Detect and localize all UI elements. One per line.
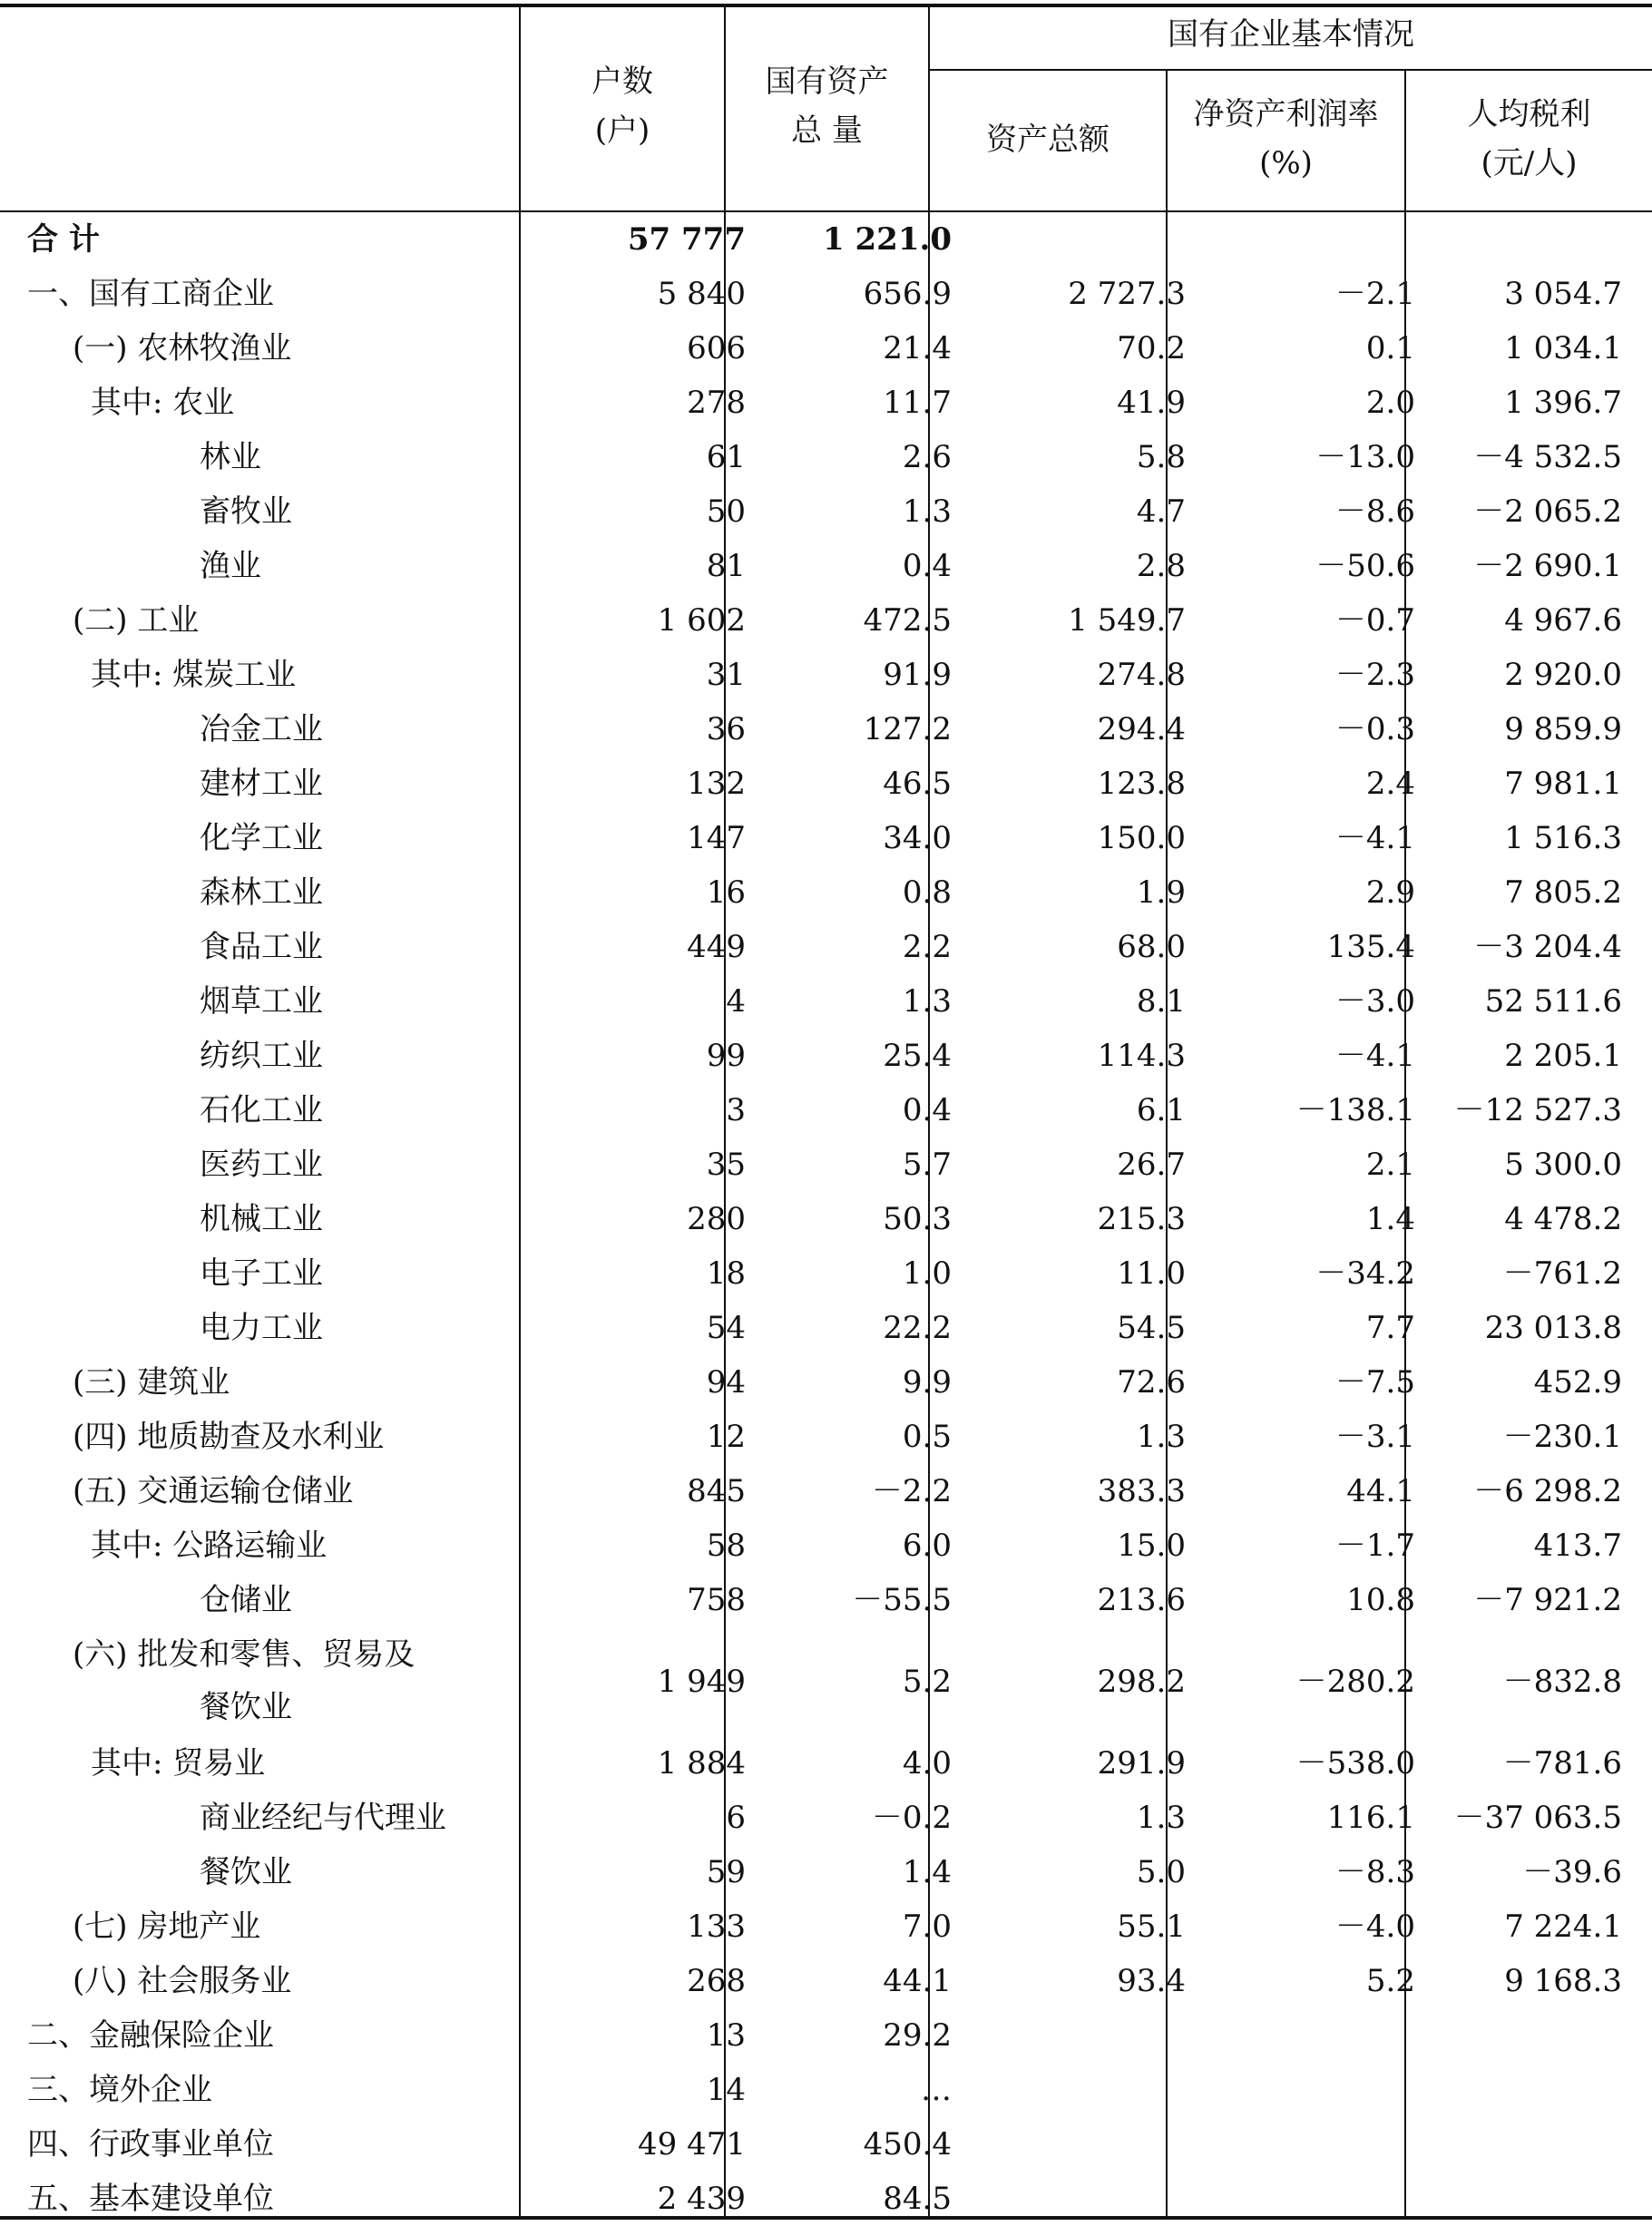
cell-households: 16: [706, 874, 746, 911]
cell-assets: 127.2: [863, 711, 952, 747]
cell-tax: [1404, 2063, 1622, 2117]
cell-roe: 1.4: [1365, 1201, 1415, 1237]
cell-households: 133: [687, 1909, 746, 1945]
cell-total: 70.2: [1117, 330, 1186, 366]
cell-assets: 0.8: [902, 874, 952, 911]
cell-roe: [1197, 2063, 1415, 2117]
cell-assets: 0.4: [902, 1092, 952, 1128]
cell-households: 59: [706, 1854, 746, 1890]
cell-tax: 7 805.2: [1504, 874, 1622, 911]
row-label: 三、境外企业: [27, 2072, 212, 2108]
row-label: 其中: 公路运输业: [91, 1528, 327, 1564]
cell-households: 57 777: [627, 221, 746, 258]
cell-total: 1 549.7: [1068, 602, 1186, 639]
row-label: (五) 交通运输仓储业: [73, 1473, 354, 1509]
cell-total: 1.9: [1136, 874, 1186, 911]
cell-tax: －39.6: [1522, 1854, 1622, 1890]
cell-tax: －4 532.5: [1473, 439, 1622, 475]
cell-roe: 0.1: [1365, 330, 1415, 366]
row-label: (四) 地质勘查及水利业: [73, 1419, 385, 1455]
cell-households: 99: [706, 1038, 746, 1074]
cell-total: 72.6: [1117, 1364, 1186, 1401]
cell-tax: 5 300.0: [1504, 1147, 1622, 1183]
cell-households: 6: [726, 1800, 746, 1836]
cell-tax: －37 063.5: [1453, 1800, 1622, 1836]
cell-roe: －1.7: [1334, 1528, 1415, 1564]
cell-tax: 7 224.1: [1504, 1909, 1622, 1945]
cell-roe: －7.5: [1334, 1364, 1415, 1401]
cell-households: 58: [706, 1528, 746, 1564]
cell-roe: －50.6: [1315, 548, 1415, 584]
cell-total: 114.3: [1097, 1038, 1186, 1074]
cell-households: 94: [706, 1364, 746, 1401]
cell-households: 14: [706, 2072, 746, 2108]
row-label: (八) 社会服务业: [73, 1963, 292, 1999]
cell-tax: －832.8: [1502, 1664, 1622, 1700]
cell-total: 383.3: [1097, 1473, 1186, 1509]
cell-total: 123.8: [1097, 766, 1186, 802]
cell-assets: 5.2: [902, 1664, 952, 1700]
cell-total: 6.1: [1136, 1092, 1186, 1128]
cell-roe: －4.0: [1334, 1909, 1415, 1945]
cell-tax: 9 168.3: [1504, 1963, 1622, 1999]
cell-assets: 91.9: [883, 657, 952, 693]
cell-tax: 3 054.7: [1504, 276, 1622, 312]
cell-total: 8.1: [1136, 983, 1186, 1020]
cell-total: 55.1: [1117, 1909, 1186, 1945]
cell-tax: 7 981.1: [1504, 766, 1622, 802]
cell-assets: 656.9: [863, 276, 952, 312]
cell-total: 213.6: [1097, 1582, 1186, 1618]
cell-households: 278: [687, 385, 746, 421]
cell-tax: －3 204.4: [1473, 929, 1622, 965]
cell-total: [968, 212, 1186, 267]
row-label: (七) 房地产业: [73, 1909, 261, 1945]
row-label: 电力工业: [200, 1310, 323, 1346]
cell-tax: [1404, 2008, 1622, 2063]
cell-roe: －34.2: [1315, 1255, 1415, 1292]
cell-roe: 116.1: [1326, 1800, 1415, 1836]
cell-roe: －0.3: [1334, 711, 1415, 747]
cell-total: 11.0: [1117, 1255, 1186, 1292]
cell-total: 4.7: [1136, 493, 1186, 530]
cell-roe: －8.3: [1334, 1854, 1415, 1890]
row-label: 其中: 农业: [91, 385, 235, 421]
cell-assets: 472.5: [863, 602, 952, 639]
row-label: 渔业: [200, 548, 261, 584]
row-label: 烟草工业: [200, 983, 323, 1020]
cell-roe: －538.0: [1295, 1745, 1415, 1782]
cell-tax: －230.1: [1502, 1419, 1622, 1455]
cell-households: 268: [687, 1963, 746, 1999]
row-label: 其中: 煤炭工业: [91, 657, 297, 693]
cell-roe: 7.7: [1365, 1310, 1415, 1346]
cell-tax: －2 065.2: [1473, 493, 1622, 530]
cell-tax: [1404, 2117, 1622, 2172]
cell-total: 2 727.3: [1068, 276, 1186, 312]
cell-roe: －138.1: [1295, 1092, 1415, 1128]
cell-households: 49 471: [638, 2126, 746, 2163]
cell-assets: 50.3: [883, 1201, 952, 1237]
cell-tax: 23 013.8: [1484, 1310, 1622, 1346]
cell-roe: 44.1: [1346, 1473, 1415, 1509]
cell-assets: 4.0: [902, 1745, 952, 1782]
cell-assets: 44.1: [883, 1963, 952, 1999]
cell-tax: 9 859.9: [1504, 711, 1622, 747]
cell-tax: －12 527.3: [1453, 1092, 1622, 1128]
cell-total: 5.0: [1136, 1854, 1186, 1890]
cell-assets: 450.4: [863, 2126, 952, 2163]
row-label: 机械工业: [200, 1201, 323, 1237]
cell-tax: [1404, 212, 1622, 267]
row-label: 食品工业: [200, 929, 323, 965]
group-header-rule: [930, 69, 1652, 71]
cell-roe: 2.4: [1365, 766, 1415, 802]
header-total-assets: 资产总额: [986, 122, 1109, 158]
cell-assets: …: [921, 2072, 952, 2108]
cell-roe: [1197, 2008, 1415, 2063]
cell-assets: －0.2: [871, 1800, 952, 1836]
cell-total: 1.3: [1136, 1800, 1186, 1836]
cell-roe: －0.7: [1334, 602, 1415, 639]
cell-households: 5 840: [657, 276, 746, 312]
cell-assets: 46.5: [883, 766, 952, 802]
cell-total: 2.8: [1136, 548, 1186, 584]
row-label: (三) 建筑业: [73, 1364, 230, 1401]
header-roe: 净资产利润率: [1193, 96, 1379, 132]
cell-roe: 2.0: [1365, 385, 1415, 421]
cell-assets: 2.2: [902, 929, 952, 965]
cell-tax: －781.6: [1502, 1745, 1622, 1782]
cell-roe: 5.2: [1365, 1963, 1415, 1999]
header-tax-unit: (元/人): [1481, 145, 1578, 181]
cell-assets: 2.6: [902, 439, 952, 475]
cell-total: 274.8: [1097, 657, 1186, 693]
cell-households: 1 949: [657, 1664, 746, 1700]
cell-households: 12: [706, 1419, 746, 1455]
cell-roe: 135.4: [1326, 929, 1415, 965]
row-label: 电子工业: [200, 1255, 323, 1292]
row-label-continued: 餐饮业: [200, 1689, 292, 1725]
header-households: 户数: [591, 63, 653, 100]
cell-tax: 413.7: [1533, 1528, 1622, 1564]
cell-households: 1 884: [657, 1745, 746, 1782]
cell-assets: 11.7: [883, 385, 952, 421]
cell-roe: [1197, 212, 1415, 267]
cell-roe: －2.3: [1334, 657, 1415, 693]
cell-tax: －761.2: [1502, 1255, 1622, 1292]
row-label: 森林工业: [200, 874, 323, 911]
cell-total: 298.2: [1097, 1664, 1186, 1700]
cell-households: 18: [706, 1255, 746, 1292]
cell-roe: 2.1: [1365, 1147, 1415, 1183]
cell-total: [968, 2117, 1186, 2172]
cell-assets: 1 221.0: [823, 221, 952, 258]
cell-assets: 29.2: [883, 2017, 952, 2054]
row-label: (一) 农林牧渔业: [73, 330, 292, 366]
cell-total: 215.3: [1097, 1201, 1186, 1237]
cell-tax: 2 920.0: [1504, 657, 1622, 693]
cell-assets: 1.3: [902, 493, 952, 530]
cell-total: 15.0: [1117, 1528, 1186, 1564]
row-label: 其中: 贸易业: [91, 1745, 266, 1782]
cell-households: 758: [687, 1582, 746, 1618]
cell-roe: －4.1: [1334, 820, 1415, 856]
cell-tax: 1 034.1: [1504, 330, 1622, 366]
cell-tax: －2 690.1: [1473, 548, 1622, 584]
cell-roe: －4.1: [1334, 1038, 1415, 1074]
row-label: 二、金融保险企业: [27, 2017, 274, 2054]
cell-households: 3: [726, 1092, 746, 1128]
header-households-unit: (户): [594, 112, 650, 149]
cell-assets: 7.0: [902, 1909, 952, 1945]
cell-tax: －7 921.2: [1473, 1582, 1622, 1618]
cell-roe: －2.1: [1334, 276, 1415, 312]
row-label: 建材工业: [200, 766, 323, 802]
cell-roe: －13.0: [1315, 439, 1415, 475]
table-top-rule: [0, 4, 1652, 7]
cell-tax: 4 967.6: [1504, 602, 1622, 639]
cell-assets: －2.2: [871, 1473, 952, 1509]
cell-assets: 5.7: [902, 1147, 952, 1183]
row-label: 化学工业: [200, 820, 323, 856]
cell-roe: －8.6: [1334, 493, 1415, 530]
row-label: 冶金工业: [200, 711, 323, 747]
cell-assets: 22.2: [883, 1310, 952, 1346]
cell-total: 26.7: [1117, 1147, 1186, 1183]
cell-total: 150.0: [1097, 820, 1186, 856]
cell-total: [968, 2063, 1186, 2117]
cell-assets: 34.0: [883, 820, 952, 856]
cell-total: [968, 2008, 1186, 2063]
cell-households: 81: [706, 548, 746, 584]
cell-total: 291.9: [1097, 1745, 1186, 1782]
cell-assets: －55.5: [852, 1582, 952, 1618]
col-divider-1: [519, 4, 521, 2218]
cell-roe: －280.2: [1295, 1664, 1415, 1700]
row-label: 仓储业: [200, 1582, 292, 1618]
cell-tax: 1 516.3: [1504, 820, 1622, 856]
cell-roe: 2.9: [1365, 874, 1415, 911]
cell-households: 13: [706, 2017, 746, 2054]
cell-tax: 1 396.7: [1504, 385, 1622, 421]
cell-roe: [1197, 2172, 1415, 2226]
cell-total: 294.4: [1097, 711, 1186, 747]
row-label: 石化工业: [200, 1092, 323, 1128]
header-tax: 人均税利: [1467, 96, 1591, 132]
cell-assets: 21.4: [883, 330, 952, 366]
row-label: (二) 工业: [73, 602, 200, 639]
cell-assets: 84.5: [883, 2181, 952, 2217]
row-label: 一、国有工商企业: [27, 276, 274, 312]
header-state-assets-2: 总 量: [791, 112, 863, 149]
row-label: (六) 批发和零售、贸易及: [73, 1636, 415, 1673]
cell-total: 93.4: [1117, 1963, 1186, 1999]
cell-total: 5.8: [1136, 439, 1186, 475]
cell-assets: 1.4: [902, 1854, 952, 1890]
header-soe-group: 国有企业基本情况: [1168, 16, 1414, 53]
cell-roe: 10.8: [1346, 1582, 1415, 1618]
row-label: 畜牧业: [200, 493, 292, 530]
cell-households: 54: [706, 1310, 746, 1346]
cell-total: 41.9: [1117, 385, 1186, 421]
cell-roe: －3.0: [1334, 983, 1415, 1020]
cell-households: 147: [687, 820, 746, 856]
cell-households: 280: [687, 1201, 746, 1237]
cell-households: 1 602: [657, 602, 746, 639]
cell-tax: 2 205.1: [1504, 1038, 1622, 1074]
row-label: 医药工业: [200, 1147, 323, 1183]
header-state-assets: 国有资产: [765, 63, 889, 100]
cell-assets: 0.5: [902, 1419, 952, 1455]
row-label: 商业经纪与代理业: [200, 1800, 446, 1836]
cell-total: 68.0: [1117, 929, 1186, 965]
cell-households: 845: [687, 1473, 746, 1509]
cell-assets: 25.4: [883, 1038, 952, 1074]
cell-roe: －3.1: [1334, 1419, 1415, 1455]
row-label: 合 计: [27, 221, 100, 258]
cell-households: 606: [687, 330, 746, 366]
cell-households: 36: [706, 711, 746, 747]
row-label: 餐饮业: [200, 1854, 292, 1890]
cell-tax: 452.9: [1533, 1364, 1622, 1401]
cell-tax: 52 511.6: [1484, 983, 1622, 1020]
cell-households: 4: [726, 983, 746, 1020]
cell-assets: 6.0: [902, 1528, 952, 1564]
cell-households: 449: [687, 929, 746, 965]
cell-households: 2 439: [657, 2181, 746, 2217]
cell-households: 31: [706, 657, 746, 693]
cell-households: 132: [687, 766, 746, 802]
cell-assets: 1.0: [902, 1255, 952, 1292]
cell-total: 1.3: [1136, 1419, 1186, 1455]
row-label: 四、行政事业单位: [27, 2126, 274, 2163]
cell-tax: 4 478.2: [1504, 1201, 1622, 1237]
cell-tax: －6 298.2: [1473, 1473, 1622, 1509]
cell-households: 61: [706, 439, 746, 475]
row-label: 五、基本建设单位: [27, 2181, 274, 2217]
cell-assets: 0.4: [902, 548, 952, 584]
header-roe-unit: (%): [1259, 145, 1313, 181]
cell-households: 35: [706, 1147, 746, 1183]
cell-assets: 1.3: [902, 983, 952, 1020]
cell-assets: 9.9: [902, 1364, 952, 1401]
row-label: 林业: [200, 439, 261, 475]
cell-tax: [1404, 2172, 1622, 2226]
cell-households: 50: [706, 493, 746, 530]
cell-roe: [1197, 2117, 1415, 2172]
row-label: 纺织工业: [200, 1038, 323, 1074]
cell-total: [968, 2172, 1186, 2226]
cell-total: 54.5: [1117, 1310, 1186, 1346]
